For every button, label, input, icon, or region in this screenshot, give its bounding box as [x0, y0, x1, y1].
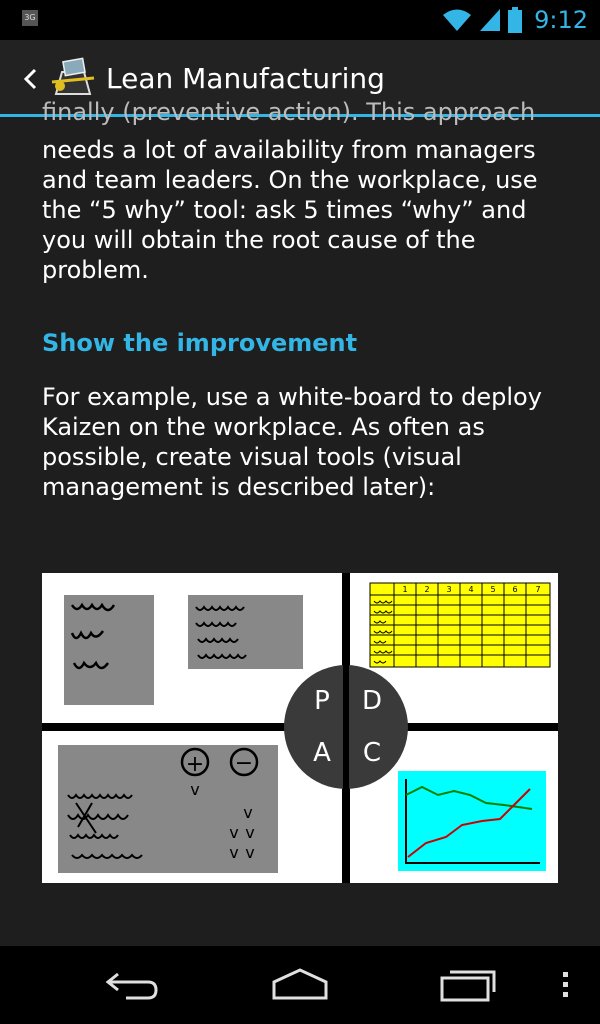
minus-symbol: − [234, 751, 254, 776]
app-logo-icon[interactable] [48, 52, 98, 102]
pdca-illustration [42, 573, 558, 883]
check-mark-5: v [229, 843, 239, 862]
article-content[interactable] [0, 98, 600, 945]
status-time: 9:12 [534, 6, 588, 34]
pdca-a: A [313, 738, 331, 768]
check-mark-3: v [229, 823, 239, 842]
recent-apps-icon[interactable] [438, 966, 498, 1002]
note-top-middle [188, 595, 303, 669]
check-mark-1: v [190, 780, 200, 799]
battery-icon [508, 7, 522, 33]
status-bar [0, 0, 600, 40]
pdca-p: P [314, 686, 330, 716]
paragraph-2: For example, use a white-board to deploy Kaizen on the workplace. As often as possible, create visual tools (visual management is described later): [42, 383, 542, 501]
pdca-c: C [362, 738, 382, 768]
navigation-bar [0, 946, 600, 1024]
table-header-3: 3 [446, 585, 452, 594]
table-header-7: 7 [535, 585, 541, 594]
table-header-5: 5 [490, 585, 496, 594]
overflow-menu-icon[interactable] [560, 966, 572, 1002]
wifi-icon [442, 8, 472, 32]
cyan-chart [398, 771, 546, 871]
table-header-4: 4 [468, 585, 474, 594]
status-icons [442, 0, 588, 40]
plus-symbol: + [185, 752, 205, 777]
pdca-d: D [361, 686, 383, 716]
home-icon[interactable] [270, 966, 330, 1002]
check-mark-4: v [245, 823, 255, 842]
app-title: Lean Manufacturing [106, 62, 385, 95]
table-header-6: 6 [512, 585, 518, 594]
paragraph-1: needs a lot of availability from managers and team leaders. On the workplace, use the “5 why” tool: ask 5 times “why” and you will obtain the root cause of the problem. [42, 136, 538, 284]
note-top-left [64, 595, 154, 705]
signal-icon [478, 8, 502, 32]
pdca-whiteboard-figure [42, 573, 558, 883]
section-heading: Show the improvement [42, 329, 358, 357]
table-header-1: 1 [402, 585, 408, 594]
network-3g-icon: 3G [22, 10, 38, 26]
table-header-2: 2 [424, 585, 430, 594]
chevron-left-icon[interactable] [20, 64, 40, 94]
check-mark-6: v [245, 843, 255, 862]
check-mark-2: v [243, 803, 253, 822]
partial-line: finally (preventive action). This approach [42, 98, 536, 126]
back-arrow-icon[interactable] [104, 966, 160, 1002]
